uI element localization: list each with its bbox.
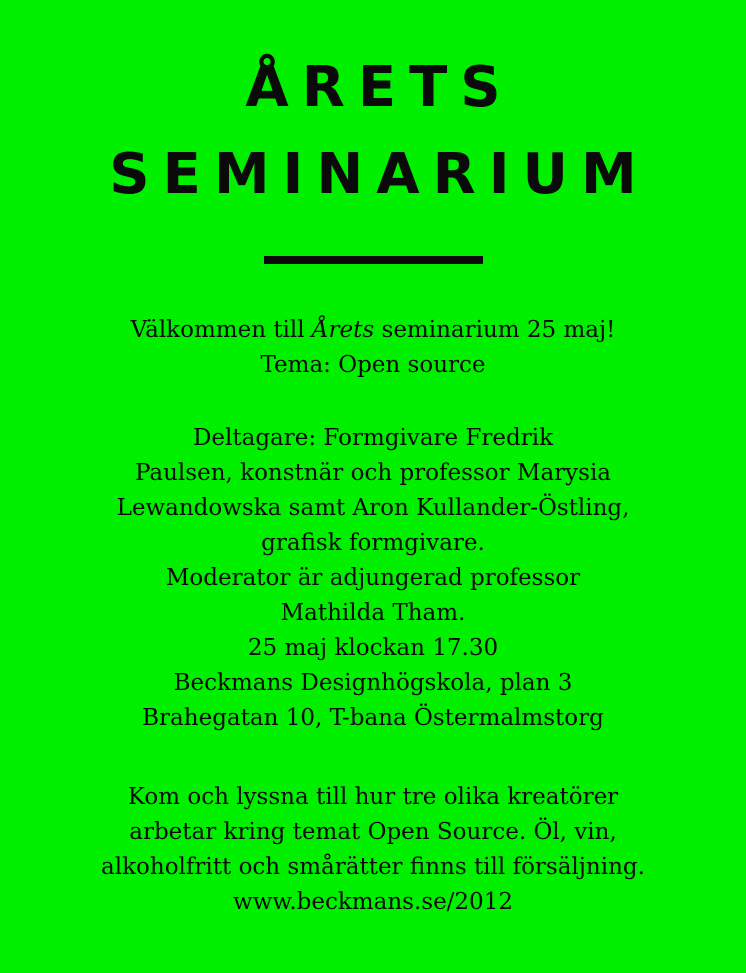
welcome-italic: Årets [311,317,375,343]
outro-line: alkoholfritt och smårätter finns till försäljning. [101,854,645,880]
details-line: Lewandowska samt Aron Kullander-Östling, [116,495,630,521]
welcome-prefix: Välkommen till [130,317,312,343]
outro-line: Kom och lyssna till hur tre olika kreatörer [127,784,619,810]
details-line: Mathilda Tham. [280,600,466,626]
website-link[interactable]: www.beckmans.se/2012 [233,889,513,915]
details-line: 25 maj klockan 17.30 [247,635,499,661]
outro-block [0,780,746,920]
details-line: Deltagare: Formgivare Fredrik [192,425,554,451]
theme-line: Tema: Open source [260,352,486,378]
details-line: Moderator är adjungerad professor [165,565,581,591]
details-block [0,421,746,736]
details-line: Paulsen, konstnär och professor Marysia [134,460,612,486]
intro-block [0,313,746,383]
welcome-line [0,313,746,348]
headline-line-1: ÅRETS [245,55,514,120]
headline-line-2: SEMINARIUM [109,142,650,207]
details-line: grafisk formgivare. [261,530,485,556]
details-line: Beckmans Designhögskola, plan 3 [173,670,573,696]
divider-bar [264,256,483,264]
details-line: Brahegatan 10, T-bana Östermalmstorg [142,705,604,731]
outro-line: arbetar kring temat Open Source. Öl, vin, [129,819,617,845]
welcome-suffix: seminarium 25 maj! [374,317,616,343]
